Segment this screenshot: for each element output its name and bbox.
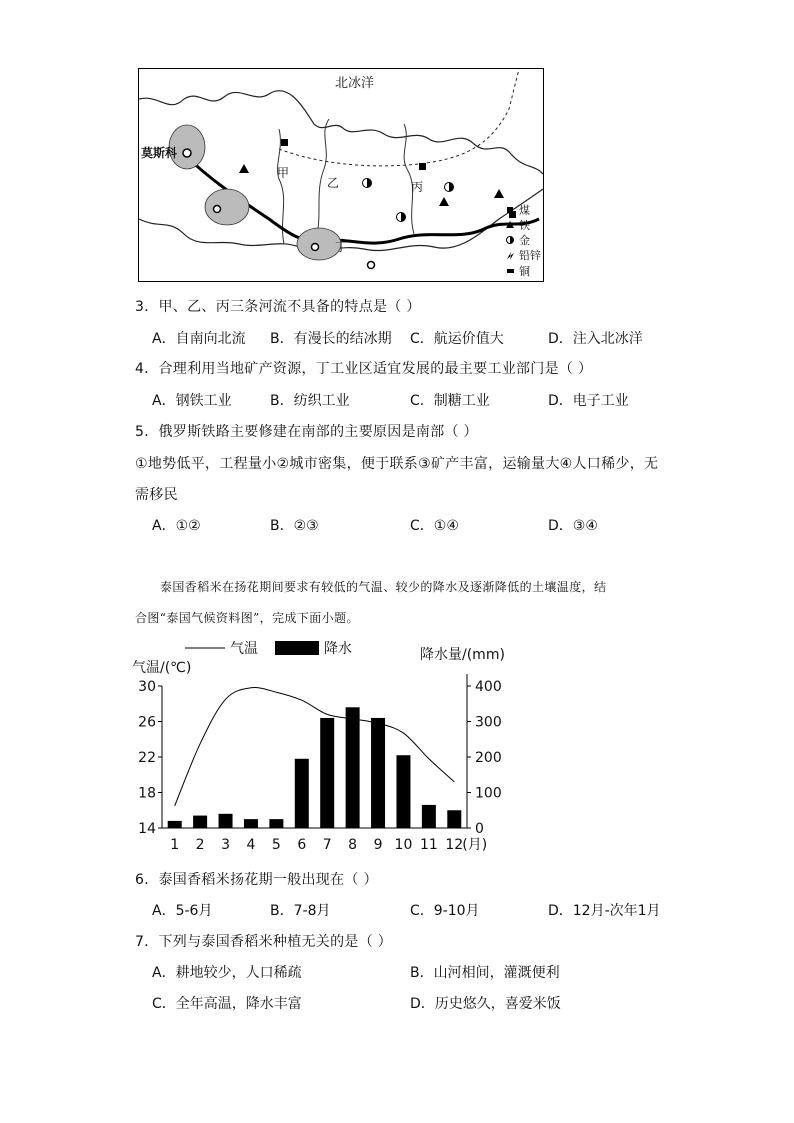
month-tick-label: 11 [419, 837, 438, 853]
question-4-option-c[interactable]: C．制糖工业 [410, 393, 490, 409]
question-5-stem: 5．俄罗斯铁路主要修建在南部的主要原因是南部（ ） [135, 424, 478, 440]
precipitation-legend-swatch [275, 641, 319, 655]
copper-icon [507, 269, 514, 273]
question-4-option-b[interactable]: B．纺织工业 [270, 393, 350, 409]
question-7-option-c[interactable]: C．全年高温，降水丰富 [152, 996, 302, 1012]
month-tick-label: 10 [394, 837, 413, 853]
legend-label-coal: 煤 [519, 204, 530, 217]
moscow-city-dot [183, 149, 191, 157]
month-tick-label: 4 [246, 837, 256, 853]
month-tick-label: 2 [195, 837, 205, 853]
thailand-climate-chart [130, 636, 530, 860]
month-tick-label: 12 [445, 837, 464, 853]
precipitation-bar [219, 814, 233, 828]
russia-map-figure [138, 68, 544, 282]
question-5-option-b[interactable]: B．②③ [270, 518, 319, 534]
precipitation-bar [422, 805, 436, 828]
question-5-option-d[interactable]: D．③④ [548, 518, 598, 534]
urals-industrial-region [205, 189, 249, 225]
right-axis-label: 降水量/(mm) [420, 647, 505, 663]
river-label-jia: 甲 [277, 166, 290, 180]
precipitation-bar [295, 759, 309, 828]
precipitation-bar [346, 707, 360, 828]
climate-chart-svg [130, 636, 530, 860]
coal-icon [419, 163, 426, 170]
question-7-option-d[interactable]: D．历史悠久，喜爱米饭 [410, 996, 561, 1012]
left-axis-label: 气温/(℃) [132, 660, 192, 676]
temperature-line [175, 688, 455, 806]
precipitation-bar [168, 821, 182, 828]
question-6-option-b[interactable]: B．7-8月 [270, 903, 331, 919]
temperature-legend-label: 气温 [230, 641, 258, 657]
precipitation-bar [320, 718, 334, 828]
legend-label-iron: 铁 [519, 219, 530, 232]
question-5-stem-line2: ①地势低平，工程量小②城市密集，便于联系③矿产丰富，运输量大④人口稀少，无 [135, 456, 659, 472]
month-tick-label: 7 [322, 837, 332, 853]
right-tick-label: 100 [475, 785, 502, 802]
precipitation-bar [269, 819, 283, 828]
question-7-option-b[interactable]: B．山河相间，灌溉便利 [410, 965, 560, 981]
question-3-option-a[interactable]: A．自南向北流 [152, 331, 246, 347]
left-tick-label: 18 [138, 785, 156, 802]
iron-icon [494, 189, 504, 198]
left-tick-labels [138, 679, 162, 837]
month-tick-label: 9 [373, 837, 383, 853]
month-tick-labels [170, 837, 463, 853]
question-5-option-c[interactable]: C．①④ [410, 518, 459, 534]
intro-line-2: 合图“泰国气候资料图”，完成下面小题。 [135, 611, 359, 625]
question-6-option-d[interactable]: D．12月-次年1月 [548, 903, 661, 919]
question-6-option-c[interactable]: C．9-10月 [410, 903, 480, 919]
precipitation-bar [396, 755, 410, 828]
city-dot [312, 244, 319, 251]
ocean-label: 北冰洋 [335, 76, 375, 91]
intro-line-1: 泰国香稻米在扬花期间要求有较低的气温、较少的降水及逐渐降低的土壤温度，结 [160, 580, 607, 594]
right-tick-label: 400 [475, 679, 502, 695]
legend-label-gold: 金 [519, 234, 530, 247]
river-label-yi: 乙 [327, 176, 340, 190]
month-tick-label: 6 [297, 837, 307, 853]
right-tick-label: 200 [475, 750, 502, 766]
left-tick-label: 30 [138, 679, 156, 695]
question-3-stem: 3．甲、乙、丙三条河流不具备的特点是（ ） [135, 299, 421, 315]
legend-label-copper: 铜 [519, 265, 530, 278]
precipitation-legend-label: 降水 [324, 641, 352, 657]
precipitation-bar [371, 718, 385, 828]
precipitation-bar [244, 819, 258, 828]
question-3-option-b[interactable]: B．有漫长的结冰期 [270, 331, 392, 347]
river-label-bing: 丙 [411, 180, 424, 194]
question-5-option-a[interactable]: A．①② [152, 518, 201, 534]
precipitation-bars [168, 707, 462, 828]
month-tick-label: 1 [170, 837, 180, 853]
question-3-option-c[interactable]: C．航运价值大 [410, 331, 504, 347]
precipitation-bar [447, 810, 461, 828]
right-tick-label: 300 [475, 714, 502, 731]
region-label-ding: 丁 [335, 240, 348, 254]
month-tick-label: 3 [221, 837, 231, 853]
left-tick-label: 14 [138, 821, 156, 837]
month-tick-label: 5 [271, 837, 281, 853]
city-dot [214, 206, 221, 213]
question-6-option-a[interactable]: A．5-6月 [152, 903, 213, 919]
question-7-option-a[interactable]: A．耕地较少，人口稀疏 [152, 965, 302, 981]
city-dot [368, 262, 375, 269]
iron-icon [239, 164, 249, 173]
x-axis-unit: (月) [462, 837, 488, 853]
question-4-stem: 4．合理利用当地矿产资源，丁工业区适宜发展的最主要工业部门是（ ） [135, 361, 593, 377]
question-4-option-d[interactable]: D．电子工业 [548, 393, 629, 409]
month-tick-label: 8 [348, 837, 358, 853]
iron-icon [439, 197, 449, 206]
lead-zinc-icon [507, 252, 514, 260]
moscow-label: 莫斯科 [141, 146, 178, 160]
russia-map-svg [139, 69, 543, 281]
right-tick-labels [467, 679, 502, 837]
right-tick-label: 0 [475, 821, 484, 837]
legend-label-lead-zinc: 铅锌 [519, 249, 541, 262]
coal-icon [507, 207, 513, 213]
arctic-circle-line [279, 69, 519, 166]
question-5-stem-line3: 需移民 [135, 487, 178, 503]
coal-icon [281, 139, 288, 146]
question-4-option-a[interactable]: A．钢铁工业 [152, 393, 232, 409]
question-3-option-d[interactable]: D．注入北冰洋 [548, 331, 643, 347]
precipitation-bar [193, 816, 207, 828]
question-7-stem: 7．下列与泰国香稻米种植无关的是（ ） [135, 934, 393, 950]
left-tick-label: 26 [138, 714, 156, 731]
left-tick-label: 22 [138, 750, 156, 766]
question-6-stem: 6．泰国香稻米扬花期一般出现在（ ） [135, 872, 378, 888]
